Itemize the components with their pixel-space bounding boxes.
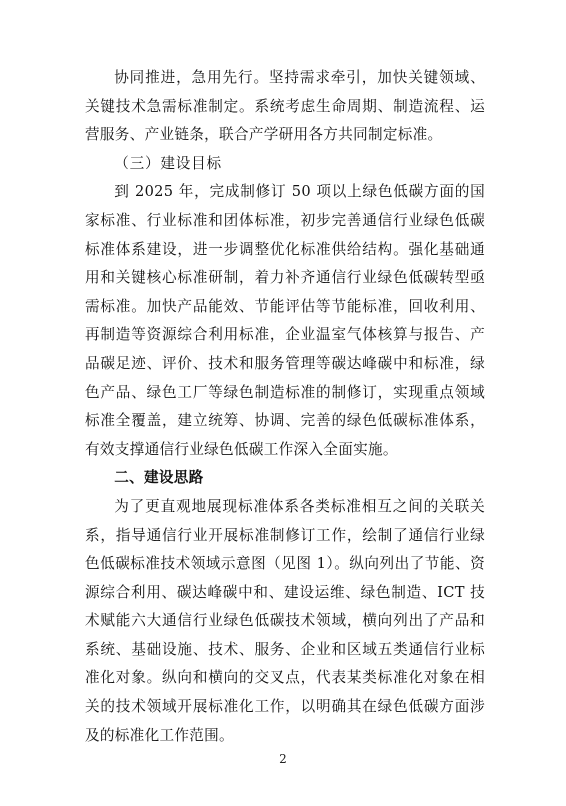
document-body [85,64,485,750]
paragraph-approach: 为了更直观地展现标准体系各类标准相互之间的关联关系，指导通信行业开展标准制修订工作，绘制了通信行业绿色低碳标准技术领域示意图（见图 1）。纵向列出了节能、资源综合利用、碳达峰碳中和、建设运维、绿色制造、ICT 技术赋能六大通信行业绿色低碳技术领域，横向列出了产品和系统、基础设施、技术、服务、企业和区域五类通信行业标准化对象。纵向和横向的交叉点，代表某类标准化对象在相关的技术领域开展标准化工作，以明确其在绿色低碳方面涉及的标准化工作范围。 [85,497,485,744]
paragraph-collaborative-advance: 协同推进，急用先行。坚持需求牵引，加快关键领域、关键技术急需标准制定。系统考虑生命周期、制造流程、运营服务、产业链条，联合产学研用各方共同制定标准。 [85,69,485,144]
subheading-construction-goals: （三）建设目标 [114,154,222,172]
heading-construction-approach: 二、建设思路 [114,469,204,487]
page-number: 2 [279,752,287,766]
paragraph-goals-2025: 到 2025 年，完成制修订 50 项以上绿色低碳方面的国家标准、行业标准和团体标准，初步完善通信行业绿色低碳标准体系建设，进一步调整优化标准供给结构。强化基础通用和关键核心标准研制，着力补齐通信行业绿色低碳转型亟需标准。加快产品能效、节能评估等节能标准，回收利用、再制造等资源综合利用标准，企业温室气体核算与报告、产品碳足迹、评价、技术和服务管理等碳达峰碳中和标准，绿色产品、绿色工厂等绿色制造标准的制修订，实现重点领域标准全覆盖，建立统筹、协调、完善的绿色低碳标准体系，有效支撑通信行业绿色低碳工作深入全面实施。 [85,183,485,458]
